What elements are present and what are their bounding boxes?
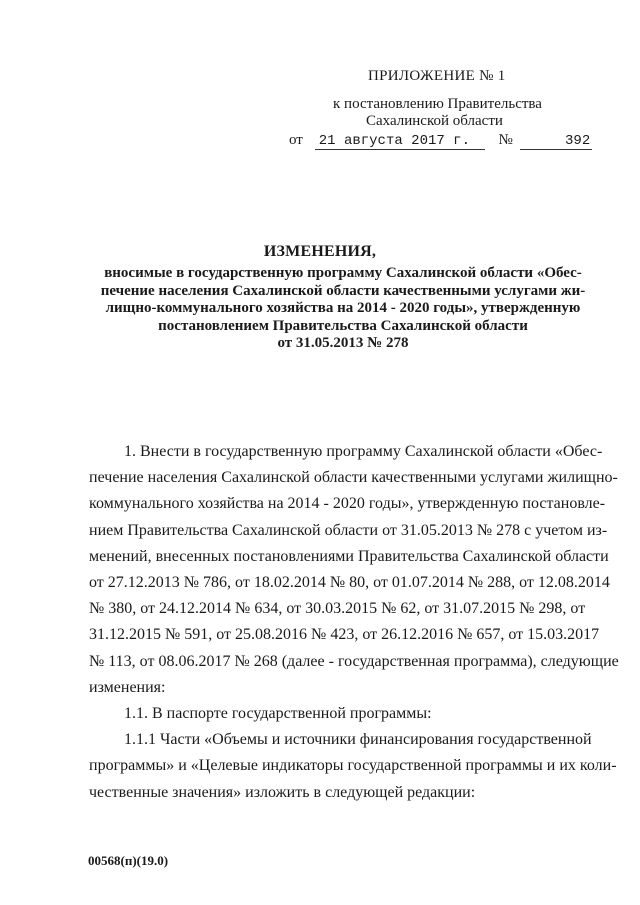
item-1-1-1-line: чественные значения» изложить в следующей редакции: <box>89 783 476 801</box>
item-1-1: 1.1. В паспорте государственной программы: <box>124 705 432 723</box>
subtitle-line: печение населения Сахалинской области качественными услугами жи- <box>100 282 586 299</box>
resolution-date: 21 августа 2017 г. <box>315 133 485 150</box>
paragraph-line: печение населения Сахалинской области качественными услугами жилищно- <box>89 469 618 487</box>
number-sign: № <box>498 132 513 148</box>
paragraph-line: № 380, от 24.12.2014 № 634, от 30.03.2015 № 62, от 31.07.2015 № 298, от <box>89 600 586 618</box>
resolution-number: 392 <box>520 133 592 150</box>
subtitle-line: от 31.05.2013 № 278 <box>277 335 409 351</box>
subtitle-line: вносимые в государственную программу Сахалинской области «Обес- <box>104 265 582 281</box>
document-title: ИЗМЕНЕНИЯ, <box>263 243 377 260</box>
item-1-1-1-line: программы» и «Целевые индикаторы государственной программы и их коли- <box>89 757 617 775</box>
paragraph-line: 1. Внести в государственную программу Сахалинской области «Обес- <box>124 443 603 460</box>
appendix-region: Сахалинской области <box>366 113 503 129</box>
appendix-reference: к постановлению Правительства <box>333 96 542 112</box>
document-body <box>89 439 619 806</box>
paragraph-line: от 27.12.2013 № 786, от 18.02.2014 № 80, от 01.07.2014 № 288, от 12.08.2014 <box>89 574 610 592</box>
resolution-date-row <box>289 132 592 150</box>
paragraph-line: № 113, от 08.06.2017 № 268 (далее - государственная программа), следующие <box>89 652 619 670</box>
date-prefix: от <box>289 132 303 148</box>
paragraph-line: менений, внесенных постановлениями Правительства Сахалинской области <box>89 547 609 565</box>
subtitle-line: постановлением Правительства Сахалинской области <box>158 317 528 334</box>
paragraph-line: изменения: <box>89 678 166 696</box>
paragraph-line: 31.12.2015 № 591, от 25.08.2016 № 423, от 26.12.2016 № 657, от 15.03.2017 <box>89 626 600 644</box>
appendix-title: ПРИЛОЖЕНИЕ № 1 <box>368 68 506 84</box>
item-1-1-1-line: 1.1.1 Части «Объемы и источники финансирования государственной <box>124 731 592 749</box>
document-subtitle <box>78 265 608 353</box>
footer-document-code: 00568(п)(19.0) <box>88 853 169 868</box>
paragraph-line: коммунального хозяйства на 2014 - 2020 годы», утвержденную постановле- <box>89 495 606 513</box>
paragraph-line: нием Правительства Сахалинской области от 31.05.2013 № 278 с учетом из- <box>89 521 608 539</box>
subtitle-line: лищно-коммунального хозяйства на 2014 - 2020 годы», утвержденную <box>105 300 581 316</box>
